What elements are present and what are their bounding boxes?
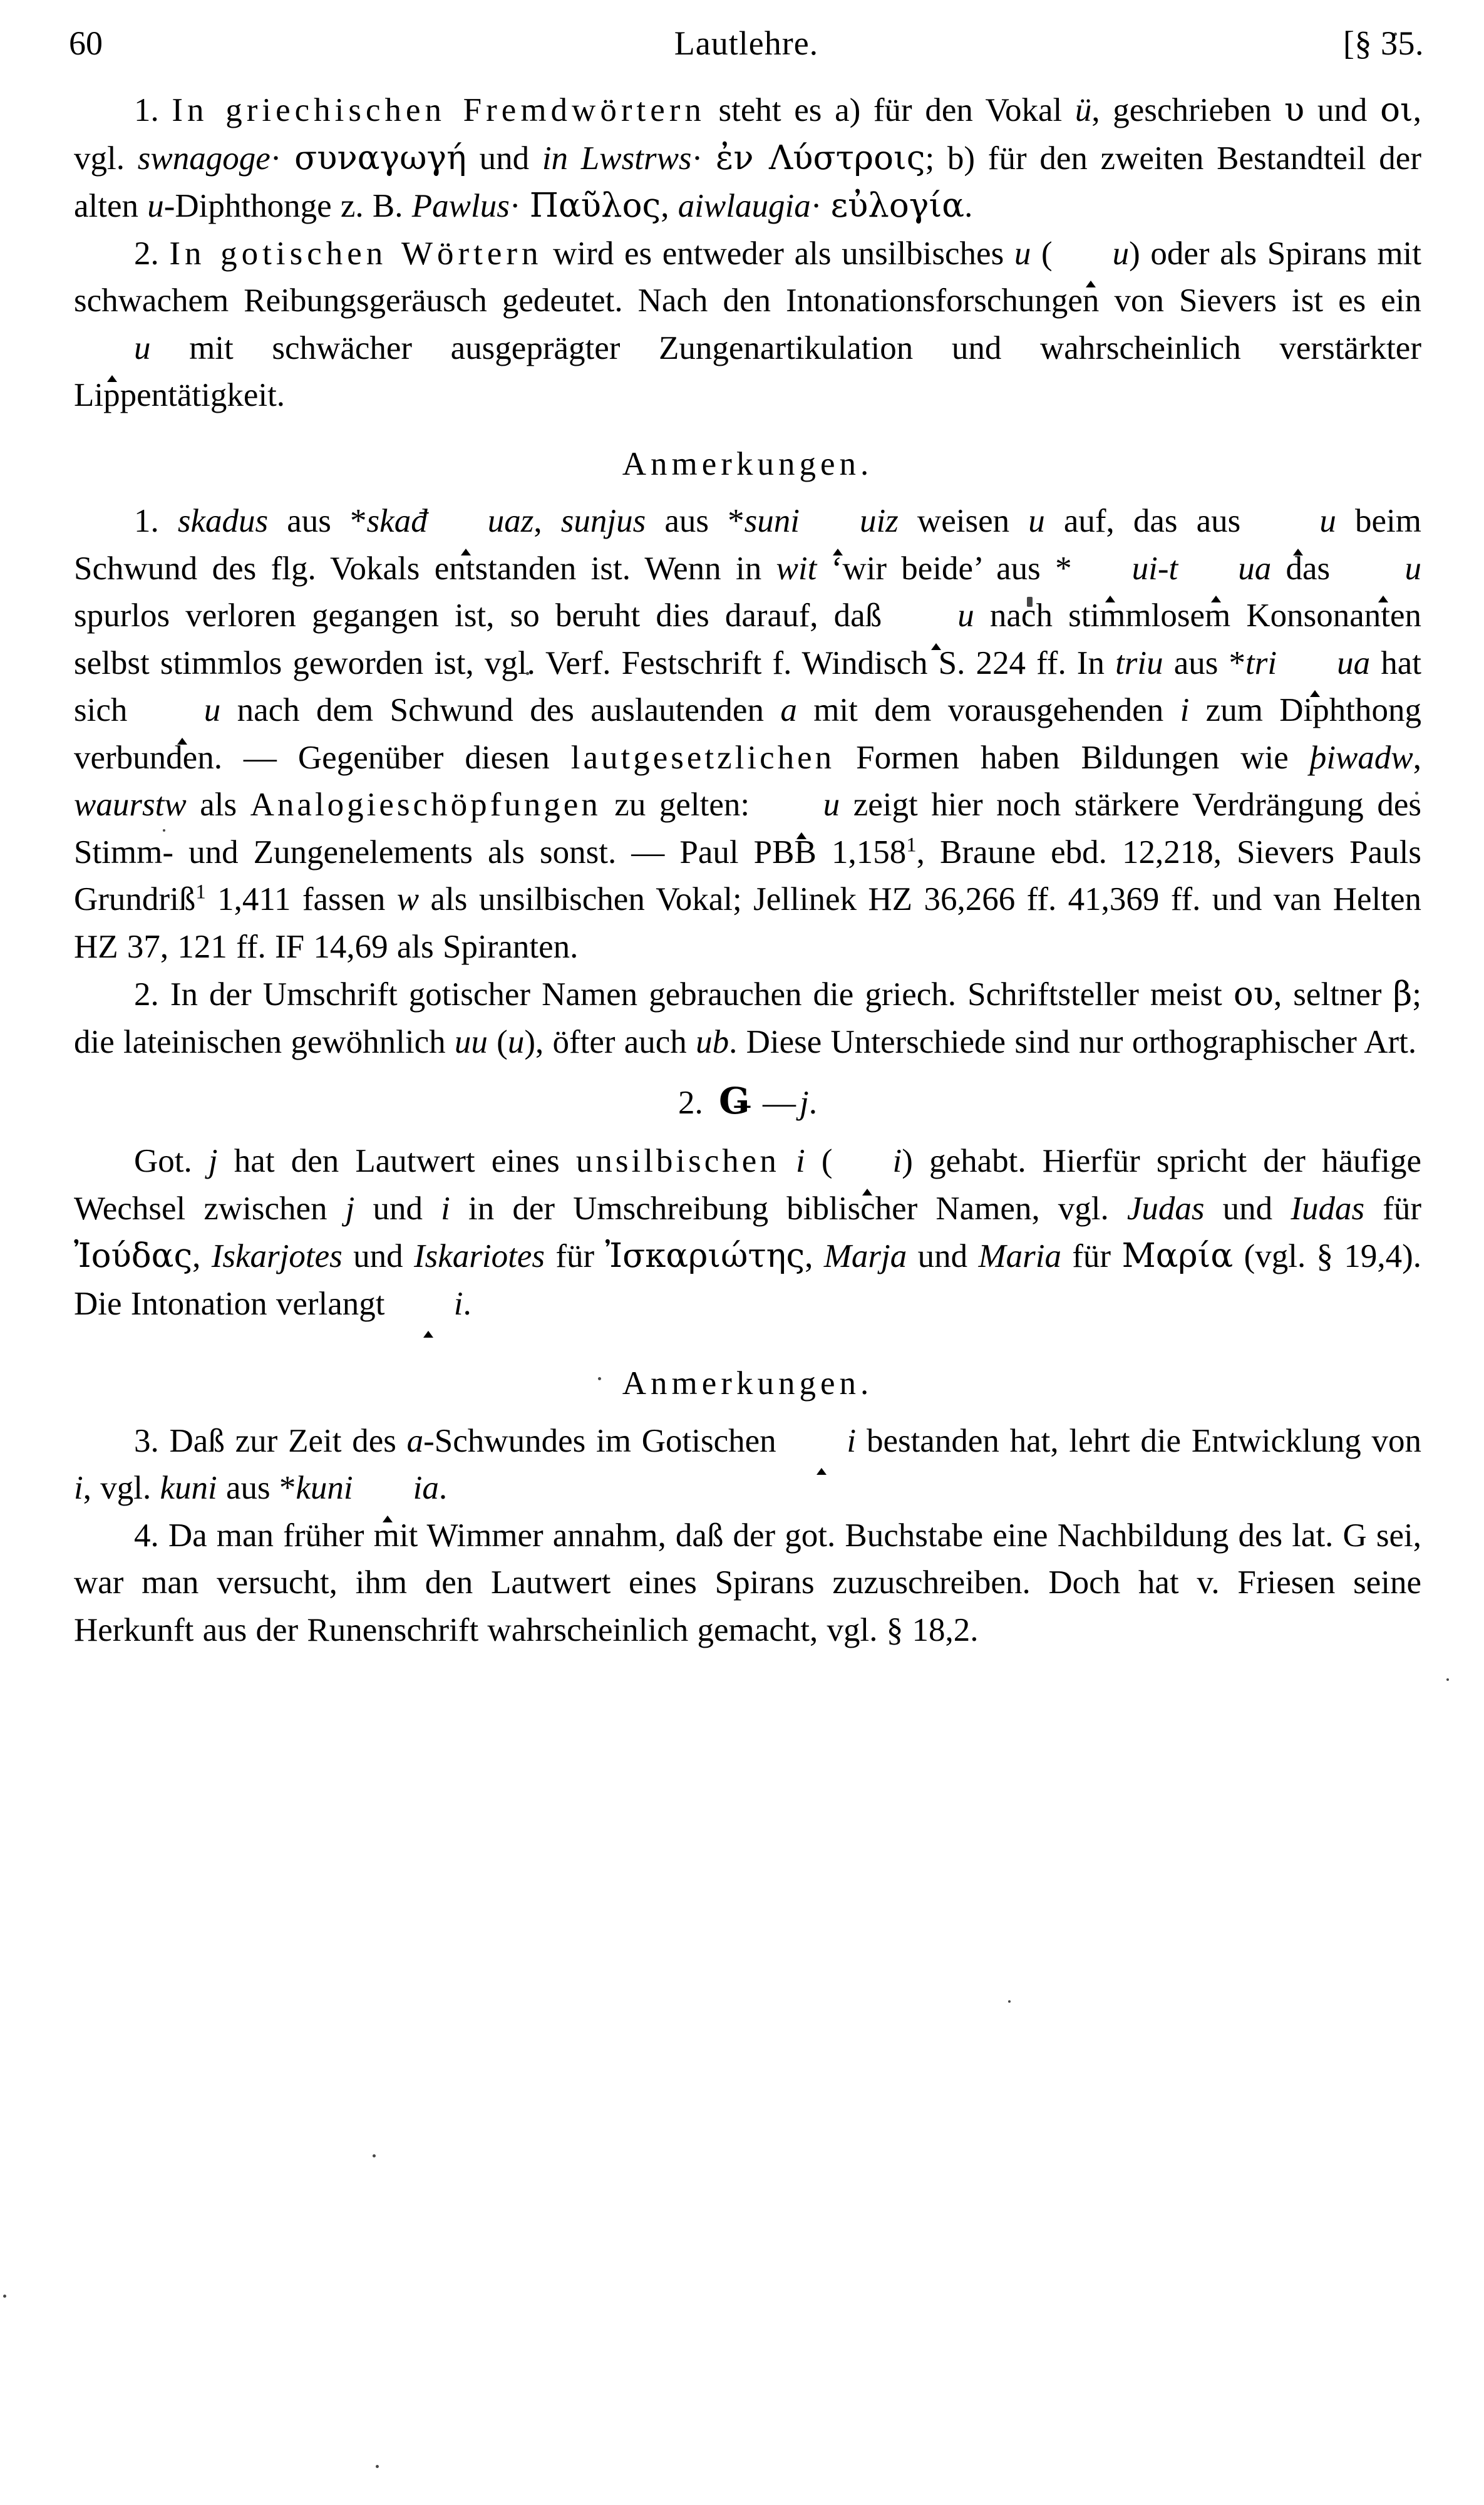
form-sunjus: sunjus xyxy=(560,503,646,539)
form-lwstrws: Lwstrws xyxy=(580,140,692,177)
greek-maria: Μαρία xyxy=(1121,1237,1234,1275)
gothic-letter-glyph: Ǥ xyxy=(719,1080,751,1122)
form-maria: Maria xyxy=(978,1238,1061,1274)
form-kunia-p2: a xyxy=(422,1470,439,1506)
vowel-ue: ü xyxy=(1074,92,1092,128)
paragraph-3-text-n: und xyxy=(907,1238,979,1274)
paragraph-number: 2. xyxy=(134,235,159,272)
note-1-text-a: aus xyxy=(268,503,351,539)
paragraph-3 xyxy=(74,1138,1421,1328)
paragraph-1-text-g: -Diphthonge z. B. xyxy=(163,188,412,224)
note-2 xyxy=(74,971,1421,1066)
paragraph-3-text-k: und xyxy=(342,1238,414,1274)
greek-ioudas: Ἰούδας xyxy=(74,1237,193,1275)
paragraph-3-text-l: für xyxy=(545,1238,605,1274)
paragraph-2-text-a: wird es entweder als unsilbisches xyxy=(542,235,1014,272)
running-head xyxy=(69,26,1424,70)
greek-en-lystrois: ἐν Λύστροις xyxy=(715,138,925,177)
section-reference: [§ 35. xyxy=(1343,24,1424,62)
vowel-u-nonsyllabic: u xyxy=(1053,230,1130,278)
paragraph-3-text-m: , xyxy=(805,1238,824,1274)
paragraph-1-text-c: und xyxy=(1304,92,1381,128)
note-3-text-e: aus xyxy=(217,1470,279,1506)
term-lautgesetzlichen: lautgesetzlichen xyxy=(570,739,835,776)
asterisk: * xyxy=(1229,644,1246,681)
note-3-text-a: Daß zur Zeit des xyxy=(169,1422,407,1459)
nonsyllabic-i: i xyxy=(833,1138,902,1185)
note-1-text-o: zum Diphthong verbunden. — Gegenüber diesen xyxy=(74,692,1422,776)
page-title: Lautlehre. xyxy=(674,24,819,62)
nonsyllabic-u: u xyxy=(1277,640,1354,688)
greek-beta: β xyxy=(1393,975,1413,1013)
nonsyllabic-u: u xyxy=(1178,545,1255,593)
letter-j-italic: j xyxy=(208,1143,218,1179)
paragraph-3-text-c xyxy=(780,1143,796,1179)
letter-j-italic: j xyxy=(345,1190,355,1227)
note-3-text-d: , vgl. xyxy=(83,1470,160,1506)
paragraph-1-text-b: , geschrieben xyxy=(1091,92,1285,128)
note-1-text-h: das xyxy=(1271,550,1345,587)
note-2-text-d: ( xyxy=(487,1023,508,1060)
digraph-uu: uu xyxy=(454,1023,488,1060)
spacer xyxy=(74,1408,1421,1418)
note-1-text-i: spurlos verloren gegangen ist, so beruht dies darauf, daß xyxy=(74,597,898,634)
nonsyllabic-u: u xyxy=(897,592,974,640)
note-number: 4. xyxy=(134,1517,159,1554)
term-analogieschoepfungen: Analogieschöpfungen xyxy=(250,787,601,823)
letter-w-italic: w xyxy=(396,881,420,917)
form-wit: wit xyxy=(776,550,817,587)
vowel-u: u xyxy=(147,188,164,224)
form-kuni: kuni xyxy=(160,1470,217,1506)
form-triua-p2: a xyxy=(1353,644,1371,681)
note-4 xyxy=(74,1512,1421,1655)
form-skadus: skadus xyxy=(177,503,269,539)
letter-i-italic: i xyxy=(441,1190,450,1227)
paragraph-2 xyxy=(74,230,1421,420)
form-marja: Marja xyxy=(823,1238,907,1274)
letter-j-italic: j xyxy=(799,1085,809,1121)
scan-speck xyxy=(1008,2000,1011,2003)
note-1-text-b: , xyxy=(533,503,561,539)
note-1-text-q: , xyxy=(1413,739,1421,776)
form-thiwadw: þiwadw xyxy=(1309,739,1413,776)
note-number: 3. xyxy=(134,1422,159,1459)
note-1-text-u: , Braune ebd. 12,218, Sievers Pauls Grundriß xyxy=(74,834,1421,917)
note-2-text-f: . Diese Unterschiede sind nur orthographischer Art. xyxy=(729,1023,1417,1060)
paragraph-1-text-h: , xyxy=(661,188,678,224)
asterisk: * xyxy=(728,503,745,539)
note-number: 2. xyxy=(134,976,159,1013)
spacer xyxy=(74,1328,1421,1360)
note-1-text-n: mit dem vorausgehenden xyxy=(796,692,1180,728)
anmerkungen-heading-1: Anmerkungen. xyxy=(622,445,873,482)
nonsyllabic-u: u xyxy=(1072,545,1149,593)
paragraph-3-text-b: hat den Lautwert eines xyxy=(217,1143,576,1179)
digraph-ub: ub xyxy=(696,1023,729,1060)
vowel-a-italic: a xyxy=(406,1422,424,1459)
nonsyllabic-i: i xyxy=(394,1281,463,1328)
form-iskarjotes: Iskarjotes xyxy=(211,1238,343,1274)
form-iskariotes: Iskariotes xyxy=(413,1238,545,1274)
note-1-text-l: hat sich xyxy=(74,644,1421,728)
greek-eulogia: εὐλογία xyxy=(830,187,965,225)
page-folio-number: 60 xyxy=(69,24,103,62)
section-2-number: 2. xyxy=(678,1085,703,1121)
form-pawlus: Pawlus xyxy=(411,188,510,224)
paragraph-3-text-j: , xyxy=(192,1238,212,1274)
text-column xyxy=(74,86,1421,1654)
nonsyllabic-u: u xyxy=(144,687,221,735)
letter-i-italic: i xyxy=(796,1143,805,1179)
spacer xyxy=(74,1128,1421,1138)
form-waurstw: waurstw xyxy=(74,787,187,823)
greek-paulos: Παῦλος xyxy=(529,187,661,225)
form-skaduaz-p1: skađ xyxy=(366,503,428,539)
period: . xyxy=(808,1085,817,1121)
note-1-text-f: beim Schwund des flg. Vokals entstanden ist. Wenn in xyxy=(74,503,1421,587)
note-3-text-c: bestanden hat, lehrt die Entwicklung von xyxy=(856,1422,1421,1459)
paragraph-number: 1. xyxy=(134,92,159,128)
note-2-text-e: ), öfter auch xyxy=(524,1023,696,1060)
paragraph-1-text-f: ; b) für den zweiten Bestandteil der alten xyxy=(74,140,1421,224)
term-unsilbischen: unsilbischen xyxy=(575,1143,780,1179)
paragraph-3-text-i: für xyxy=(1364,1190,1422,1227)
paragraph-3-text-p: (vgl. § 19,4). Die Intonation verlangt xyxy=(74,1238,1422,1322)
paragraph-1-text-end: . xyxy=(964,188,973,224)
paragraph-3-text-d: ( xyxy=(805,1143,833,1179)
anmerkungen-heading-2: Anmerkungen. xyxy=(622,1365,873,1402)
paragraph-2-text-d: mit schwächer ausgeprägter Zungenartikulation und wahrscheinlich verstärkter Lippentätigkeit. xyxy=(74,329,1421,413)
note-3-text-b: -Schwundes im Gotischen xyxy=(423,1422,787,1459)
note-1-text-s: zu gelten: xyxy=(600,787,763,823)
footnote-marker: 1 xyxy=(906,833,917,856)
paragraph-3-text-e: ) gehabt. Hierfür spricht der häufige Wechsel zwischen xyxy=(74,1143,1422,1227)
nonsyllabic-u: u xyxy=(428,498,505,545)
note-1-text-p: Formen haben Bildungen wie xyxy=(835,739,1310,776)
note-1-text-t: zeigt hier noch stärkere Verdrängung des Stimm- und Zungenelements als sonst. — Paul PBB 1,158 xyxy=(74,787,1422,870)
form-kunia-p1: kuni xyxy=(296,1470,353,1506)
form-suniuiz-p2: iz xyxy=(876,503,899,539)
note-2-text-b: , seltner xyxy=(1273,976,1393,1013)
paragraph-2-text-c: ) oder als Spirans mit schwachem Reibungsgeräusch gedeutet. Nach den Intonationsforschungen von Sievers ist es ein xyxy=(74,235,1422,319)
greek-upsilon: υ xyxy=(1284,91,1305,129)
note-1-text-c: aus xyxy=(646,503,728,539)
form-skaduaz-p2: az xyxy=(504,503,534,539)
paragraph-1 xyxy=(74,86,1421,230)
letter-i-italic: i xyxy=(74,1470,83,1506)
spacer xyxy=(74,1066,1421,1076)
note-3 xyxy=(74,1418,1421,1512)
scan-speck xyxy=(3,2295,6,2298)
form-swnagoge: swnagoge xyxy=(137,140,271,177)
letter-u-italic: u xyxy=(507,1023,525,1060)
vowel-a-italic: a xyxy=(780,692,797,728)
greek-iskariotes: Ἰσκαριώτης xyxy=(605,1237,805,1275)
raised-dot-3: · xyxy=(509,188,521,224)
paragraph-3-text-o: für xyxy=(1061,1238,1122,1274)
note-1-text-e: auf, das aus xyxy=(1044,503,1260,539)
paragraph-3-text-f: und xyxy=(354,1190,441,1227)
note-1-text-d: weisen xyxy=(898,503,1029,539)
greek-oi: οι xyxy=(1380,91,1413,129)
note-1-text-k: aus xyxy=(1163,644,1229,681)
em-dash: — xyxy=(762,1085,796,1121)
note-1-text-x: als unsilbischen Vokal; Jellinek HZ 36,266 ff. 41,369 ff. und van Helten HZ 37, 121 ff. IF 14,69 als Spiranten. xyxy=(74,881,1421,965)
nonsyllabic-u: u xyxy=(800,498,877,545)
vowel-u-plain: u xyxy=(1028,503,1045,539)
note-number: 1. xyxy=(134,503,159,539)
paragraph-1-text-a: steht es a) für den Vokal xyxy=(705,92,1075,128)
scan-speck xyxy=(1446,1678,1449,1681)
form-triua-p1: tri xyxy=(1245,644,1277,681)
paragraph-1-text-d: , vgl. xyxy=(74,92,1422,177)
paragraph-3-text-h: und xyxy=(1204,1190,1291,1227)
section-2-heading xyxy=(74,1076,1421,1128)
spacer xyxy=(74,488,1421,498)
scan-speck xyxy=(373,2154,376,2157)
spacer xyxy=(74,420,1421,441)
paragraph-3-text-q: . xyxy=(463,1285,471,1322)
paragraph-3-text-a: Got. xyxy=(134,1143,209,1179)
form-triu: triu xyxy=(1115,644,1163,681)
footnote-marker: 1 xyxy=(195,881,206,904)
note-1-text-j: nach stimmlosem Konsonanten selbst stimmlos geworden ist, vgl. Verf. Festschrift f. Windisch S. 224 ff. In xyxy=(74,597,1421,681)
raised-dot-1: · xyxy=(270,140,282,177)
note-2-text-c: ; die lateinischen gewöhnlich xyxy=(74,976,1422,1060)
paragraph-2-lead: In gotischen Wörtern xyxy=(169,235,543,272)
nonsyllabic-u: u xyxy=(763,782,840,829)
form-uitua-p2: a xyxy=(1254,550,1272,587)
nonsyllabic-i: i xyxy=(353,1465,423,1512)
form-aiwlaugia: aiwlaugia xyxy=(678,188,811,224)
scan-speck xyxy=(376,2465,379,2468)
form-uitua-p1: i-t xyxy=(1148,550,1178,587)
asterisk: * xyxy=(279,1470,296,1506)
vowel-i-italic: i xyxy=(1180,692,1190,728)
note-1-text-g: ‘wir beide’ aus xyxy=(817,550,1056,587)
vowel-u-nonsyllabic: u xyxy=(74,325,151,373)
raised-dot-4: · xyxy=(810,188,822,224)
paragraph-1-lead: In griechischen Fremdwörtern xyxy=(172,92,706,128)
nonsyllabic-u: u xyxy=(1259,498,1336,545)
nonsyllabic-i: i xyxy=(786,1418,856,1465)
paragraph-1-text-e: und xyxy=(466,140,542,177)
note-1 xyxy=(74,498,1421,971)
note-1-text-r: als xyxy=(186,787,250,823)
nonsyllabic-u: u xyxy=(1345,545,1422,593)
greek-synagoge: συναγωγή xyxy=(294,138,466,177)
form-suniuiz-p1: suni xyxy=(744,503,800,539)
form-iudas: Iudas xyxy=(1291,1190,1365,1227)
note-3-text-f: . xyxy=(438,1470,448,1506)
raised-dot-2: · xyxy=(691,140,703,177)
asterisk: * xyxy=(1055,550,1072,587)
form-judas: Judas xyxy=(1126,1190,1205,1227)
latin-in: in xyxy=(542,140,569,177)
greek-ou: ου xyxy=(1233,975,1274,1013)
paragraph-3-text-g: in der Umschreibung biblischer Namen, vgl. xyxy=(450,1190,1127,1227)
note-2-text-a: In der Umschrift gotischer Namen gebrauchen die griech. Schriftsteller meist xyxy=(170,976,1234,1013)
note-4-text: Da man früher mit Wimmer annahm, daß der got. Buchstabe eine Nachbildung des lat. G sei, war man versucht, ihm den Lautwert eines Spirans zuzuschreiben. Doch hat v. Friesen seine Herkunft aus der Runenschrift wahrscheinlich gemacht, vgl. § 18,2. xyxy=(74,1517,1421,1648)
note-1-text-m: nach dem Schwund des auslautenden xyxy=(220,692,781,728)
note-1-text-v: 1,411 fassen xyxy=(205,881,397,917)
vowel-u-plain: u xyxy=(1014,235,1031,272)
asterisk: * xyxy=(350,503,367,539)
paragraph-2-text-b: ( xyxy=(1031,235,1053,272)
